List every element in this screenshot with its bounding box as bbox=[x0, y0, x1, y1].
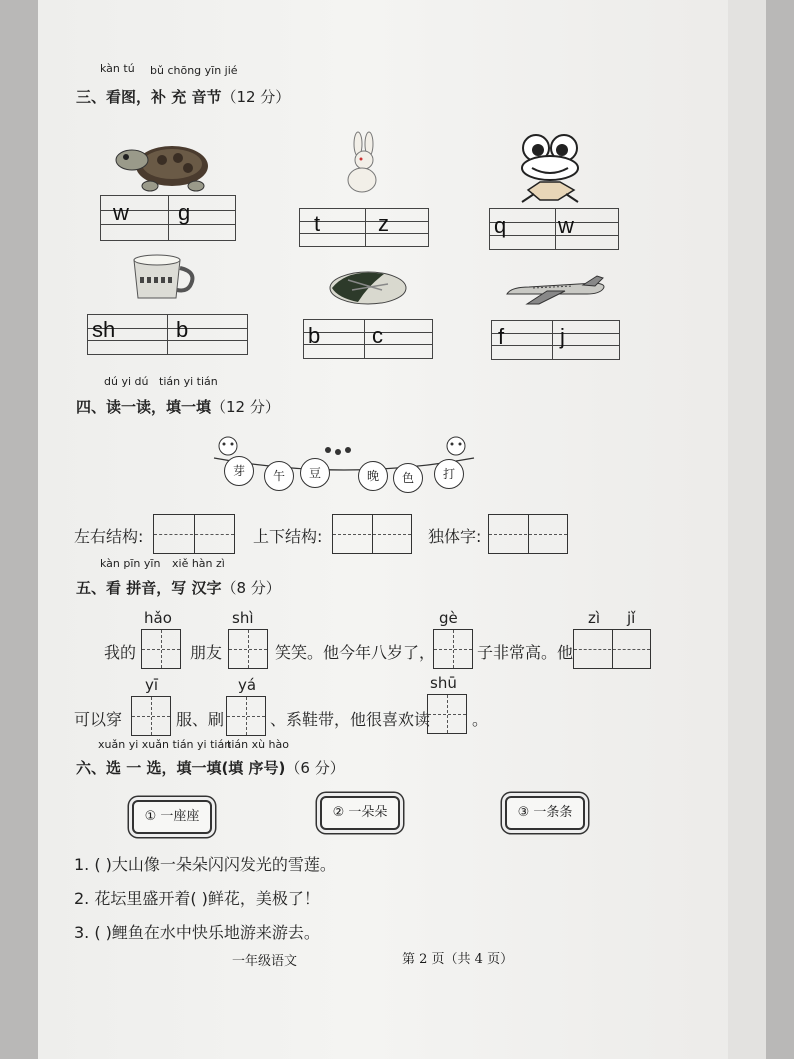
cabbage-icon bbox=[328, 266, 410, 308]
pinyin-ya: yá bbox=[238, 676, 257, 694]
footer-page-number: 第 2 页（共 4 页） bbox=[402, 952, 514, 967]
pinyin-ge: gè bbox=[439, 609, 458, 627]
pinyin-initial: b bbox=[176, 317, 189, 342]
airplane-icon bbox=[503, 274, 609, 306]
pinyin-initial: sh bbox=[92, 317, 116, 342]
question-3[interactable]: 3. ( )鲤鱼在水中快乐地游来游去。 bbox=[74, 923, 320, 942]
option-2: ② 一朵朵 bbox=[320, 796, 400, 830]
pinyin-shu: shū bbox=[430, 674, 457, 692]
pinyin-grid-rabbit[interactable] bbox=[299, 208, 429, 247]
pinyin-grid-turtle[interactable] bbox=[100, 195, 236, 241]
option-1: ① 一座座 bbox=[132, 800, 212, 834]
bead-character: 晚 bbox=[358, 461, 388, 491]
cup-icon bbox=[128, 252, 202, 302]
bead-character: 豆 bbox=[300, 458, 330, 488]
section3-pinyin-a: kàn tú bbox=[100, 62, 135, 75]
pinyin-initial: b bbox=[308, 323, 321, 348]
section6-heading: 六、选 一 选，填一填(填 序号)（6 分） bbox=[76, 759, 345, 777]
option-3: ③ 一条条 bbox=[505, 796, 585, 830]
pinyin-initial: q bbox=[494, 213, 507, 238]
turtle-icon bbox=[110, 138, 215, 196]
sentence-part: 笑笑。他今年八岁了， bbox=[275, 643, 436, 662]
section6-pinyin-a: xuǎn yi xuǎn tián yi tián bbox=[98, 738, 232, 751]
section3-pinyin-b: bǔ chōng yīn jié bbox=[150, 64, 238, 77]
label-single-character: 独体字: bbox=[428, 527, 482, 546]
sentence-part: 服、刷 bbox=[176, 710, 225, 729]
sentence-part: 可以穿 bbox=[74, 710, 123, 729]
footer-subject: 一年级语文 bbox=[232, 954, 298, 969]
char-box-ziji[interactable] bbox=[573, 629, 651, 669]
char-box-yi[interactable] bbox=[131, 696, 171, 736]
pinyin-initial: g bbox=[178, 200, 191, 225]
pinyin-grid-frog[interactable] bbox=[489, 208, 619, 250]
char-box-ge[interactable] bbox=[433, 629, 473, 669]
pinyin-shi: shì bbox=[232, 609, 254, 627]
char-box-shu[interactable] bbox=[427, 694, 467, 734]
char-box-single[interactable] bbox=[488, 514, 568, 554]
pinyin-grid-cup[interactable] bbox=[87, 314, 248, 355]
section4-pinyin-b: tián yi tián bbox=[159, 375, 218, 388]
pinyin-initial: z bbox=[378, 211, 389, 236]
char-box-ya[interactable] bbox=[226, 696, 266, 736]
bead-character: 午 bbox=[264, 461, 294, 491]
sentence-part: 。 bbox=[472, 710, 489, 729]
pinyin-grid-cabbage[interactable] bbox=[303, 319, 433, 359]
pinyin-initial: t bbox=[314, 211, 321, 236]
section4-pinyin-a: dú yi dú bbox=[104, 375, 149, 388]
section5-heading: 五、看 拼音，写 汉字（8 分） bbox=[76, 579, 281, 597]
pinyin-initial: j bbox=[560, 324, 565, 349]
bead-character: 色 bbox=[393, 463, 423, 493]
section6-pinyin-b: tián xù hào bbox=[227, 738, 289, 751]
label-top-bottom-structure: 上下结构: bbox=[253, 527, 323, 546]
bead-character: 芽 bbox=[224, 456, 254, 486]
char-box-shi[interactable] bbox=[228, 629, 268, 669]
question-1[interactable]: 1. ( )大山像一朵朵闪闪发光的雪莲。 bbox=[74, 855, 336, 874]
bead-character: 打 bbox=[434, 459, 464, 489]
section5-pinyin-a: kàn pīn yīn bbox=[100, 557, 161, 570]
pinyin-grid-airplane[interactable] bbox=[491, 320, 620, 360]
sentence-part: 、系鞋带，他很喜欢读 bbox=[270, 710, 431, 729]
section4-heading: 四、读一读，填一填（12 分） bbox=[76, 398, 280, 416]
pinyin-zi: zì bbox=[588, 609, 601, 627]
pinyin-initial: w bbox=[113, 200, 129, 225]
sentence-part: 子非常高。他 bbox=[477, 643, 574, 662]
label-left-right-structure: 左右结构: bbox=[74, 527, 144, 546]
frog-icon bbox=[518, 130, 590, 206]
pinyin-initial: w bbox=[558, 213, 574, 238]
char-box-left-right[interactable] bbox=[153, 514, 235, 554]
sentence-part: 朋友 bbox=[190, 643, 223, 662]
pinyin-ji: jǐ bbox=[627, 609, 636, 627]
rabbit-icon bbox=[336, 130, 391, 196]
question-2[interactable]: 2. 花坛里盛开着( )鲜花，美极了！ bbox=[74, 889, 320, 908]
section3-heading: 三、看图，补 充 音节（12 分） bbox=[76, 88, 291, 106]
pinyin-initial: c bbox=[372, 323, 383, 348]
pinyin-hao: hǎo bbox=[144, 609, 172, 627]
section5-pinyin-b: xiě hàn zì bbox=[172, 557, 225, 570]
next-page-edge bbox=[728, 0, 766, 1059]
char-box-hao[interactable] bbox=[141, 629, 181, 669]
pinyin-yi: yī bbox=[145, 676, 159, 694]
pinyin-initial: f bbox=[498, 324, 505, 349]
sentence-part: 我的 bbox=[104, 643, 137, 662]
char-box-top-bottom[interactable] bbox=[332, 514, 412, 554]
